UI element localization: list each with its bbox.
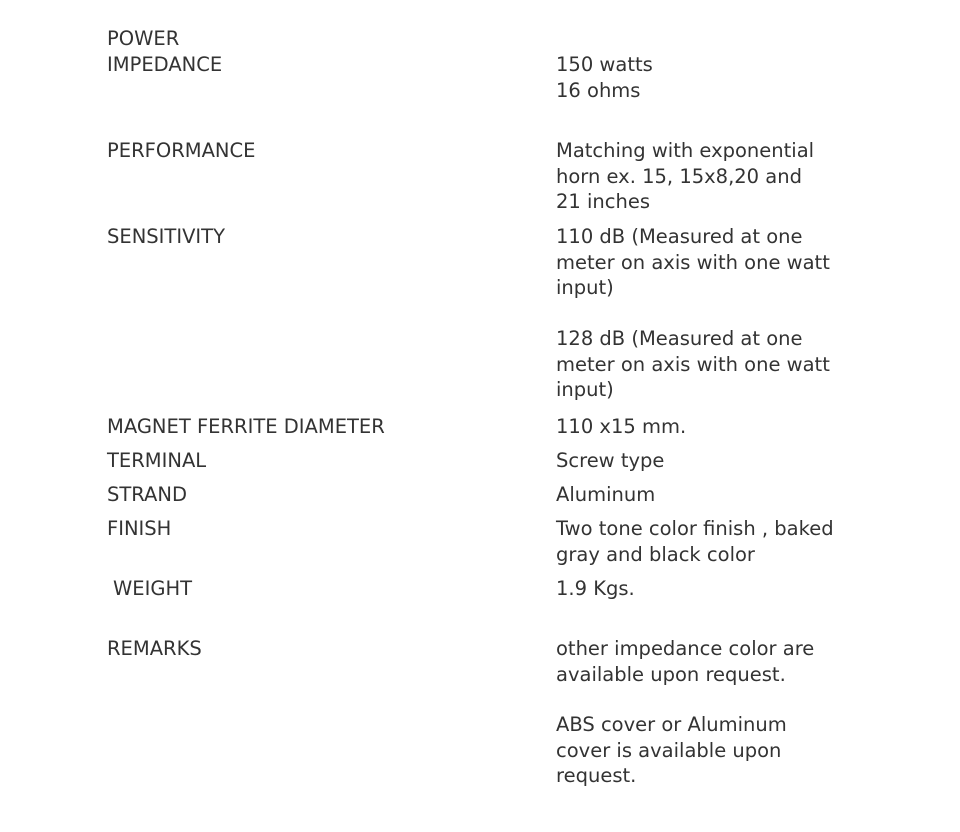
remarks-label: REMARKS xyxy=(107,637,202,660)
remarks-value-2: ABS cover or Aluminum cover is available upon request. xyxy=(556,713,787,787)
magnet-value: 110 x15 mm. xyxy=(556,415,687,438)
strand-value: Aluminum xyxy=(556,483,656,506)
finish-label: FINISH xyxy=(107,517,172,540)
strand-label: STRAND xyxy=(107,483,187,506)
weight-label: WEIGHT xyxy=(113,577,193,600)
finish-value: Two tone color finish , baked gray and black color xyxy=(556,517,834,566)
performance-label: PERFORMANCE xyxy=(107,139,256,162)
sensitivity-value: 110 dB (Measured at one meter on axis with one watt input) xyxy=(556,225,830,299)
terminal-label: TERMINAL xyxy=(107,449,207,472)
power-value: 150 watts xyxy=(556,53,653,76)
weight-value: 1.9 Kgs. xyxy=(556,577,635,600)
remarks-value: other impedance color are available upon request. xyxy=(556,637,815,686)
impedance-label: IMPEDANCE xyxy=(107,53,223,76)
sensitivity-label: SENSITIVITY xyxy=(107,225,225,248)
impedance-value: 16 ohms xyxy=(556,79,641,102)
power-label: POWER xyxy=(107,27,180,50)
sensitivity-value-2: 128 dB (Measured at one meter on axis with one watt input) xyxy=(556,327,830,401)
performance-value: Matching with exponential horn ex. 15, 15x8,20 and 21 inches xyxy=(556,139,815,213)
terminal-value: Screw type xyxy=(556,449,665,472)
magnet-label: MAGNET FERRITE DIAMETER xyxy=(107,415,385,438)
